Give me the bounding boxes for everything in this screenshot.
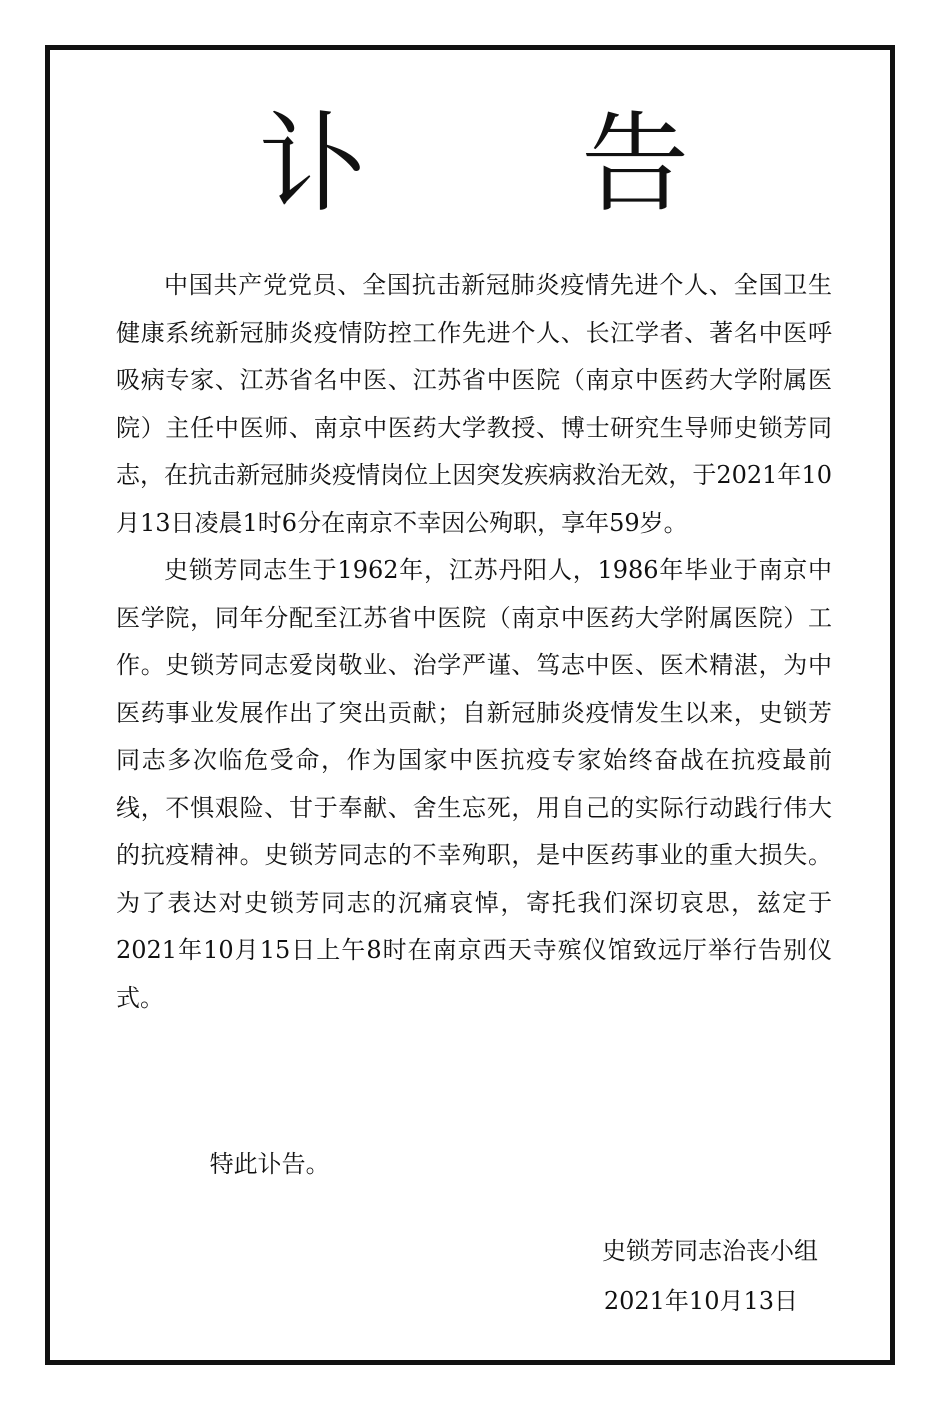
notice-title: 讣 告 — [258, 102, 780, 227]
closing-line: 特此讣告。 — [209, 1150, 330, 1178]
paragraph-1: 中国共产党党员、全国抗击新冠肺炎疫情先进个人、全国卫生健康系统新冠肺炎疫情防控工作先进个人、长江学者、著名中医呼吸病专家、江苏省名中医、江苏省中医院（南京中医药大学附属医院）主任中医师、南京中医药大学教授、博士研究生导师史锁芳同志，在抗击新冠肺炎疫情岗位上因突发疾病救治无效，于2021年10月13日凌晨1时6分在南京不幸因公殉职，享年59岁。 — [116, 271, 832, 537]
paragraph-2: 史锁芳同志生于1962年，江苏丹阳人，1986年毕业于南京中医学院，同年分配至江苏省中医院（南京中医药大学附属医院）工作。史锁芳同志爱岗敬业、治学严谨、笃志中医、医术精湛，为中医药事业发展作出了突出贡献；自新冠肺炎疫情发生以来，史锁芳同志多次临危受命，作为国家中医抗疫专家始终奋战在抗疫最前线，不惧艰险、甘于奉献、舍生忘死，用自己的实际行动践行伟大的抗疫精神。史锁芳同志的不幸殉职，是中医药事业的重大损失。为了表达对史锁芳同志的沉痛哀悼，寄托我们深切哀思，兹定于2021年10月15日上午8时在南京西天寺殡仪馆致远厅举行告别仪式。 — [116, 556, 832, 1012]
signature-organization: 史锁芳同志治丧小组 — [602, 1237, 818, 1265]
notice-body — [116, 262, 832, 1022]
signature-date: 2021年10月13日 — [603, 1287, 798, 1315]
